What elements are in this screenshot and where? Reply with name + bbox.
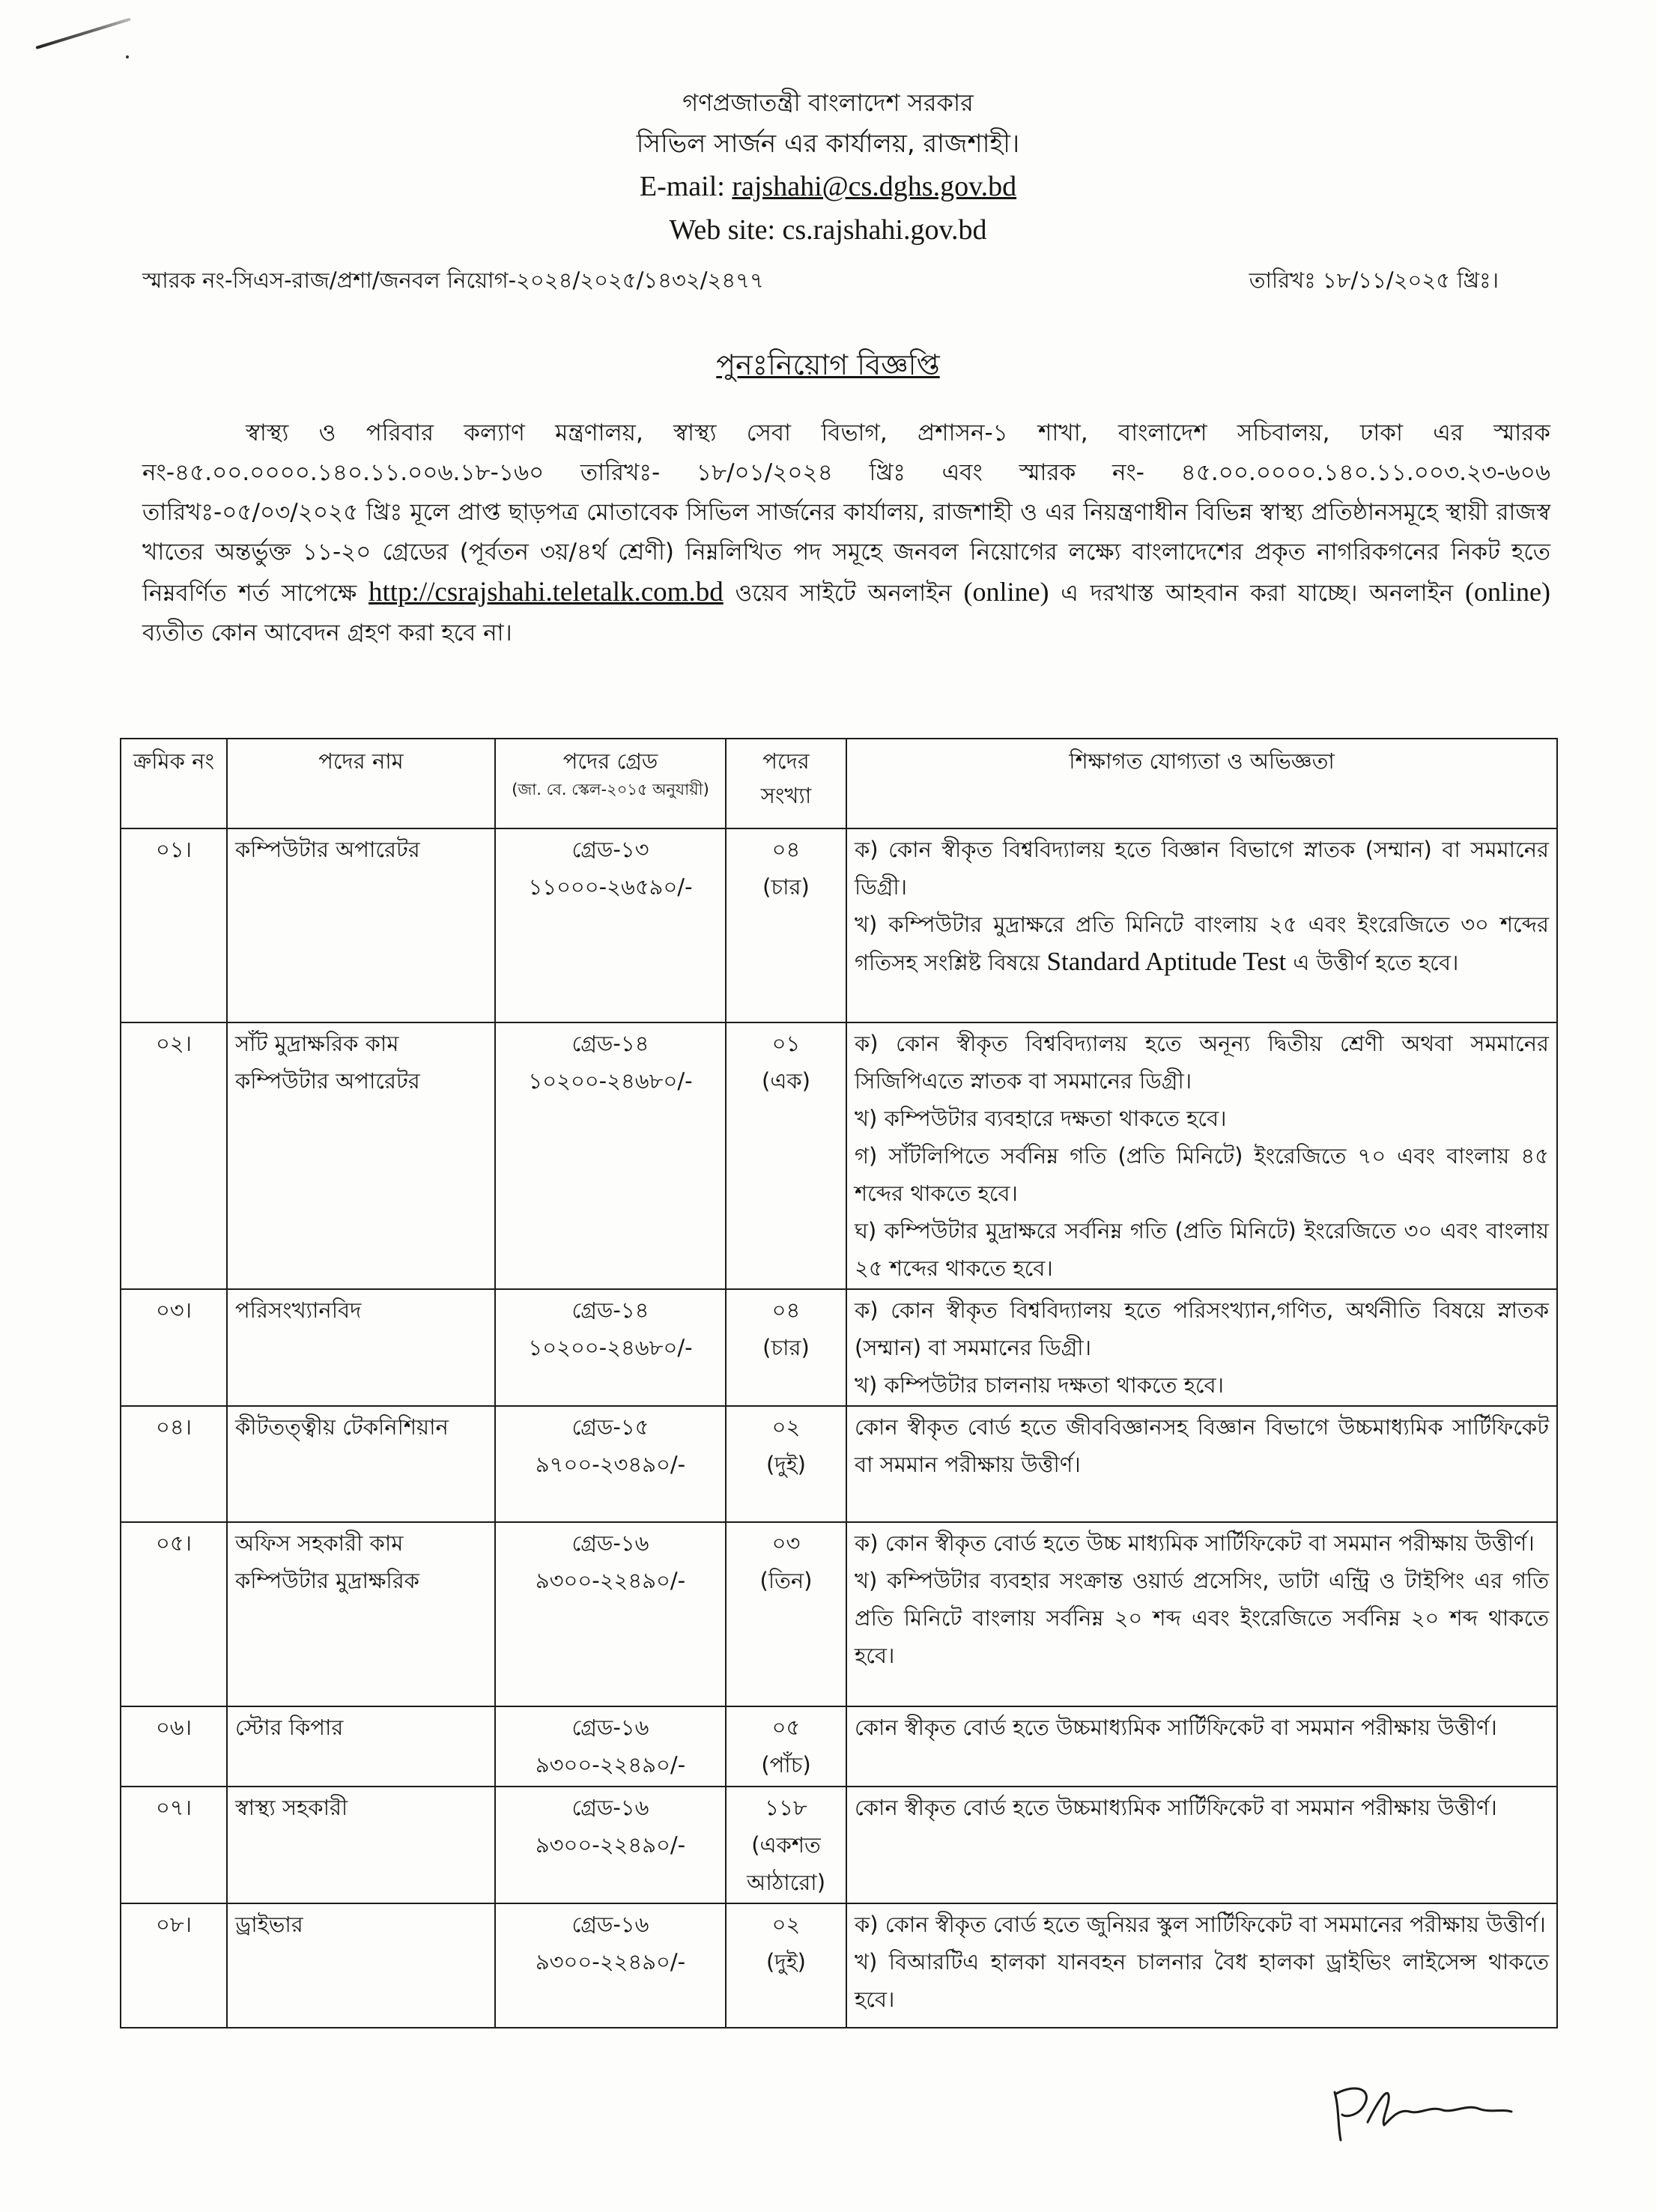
row-post-count [726, 1289, 846, 1406]
row-count-number: ০৪ [771, 1297, 801, 1323]
row-qualification [846, 1406, 1557, 1522]
row-post-name: ড্রাইভার [227, 1903, 495, 2028]
row-grade [495, 1706, 726, 1787]
row-grade-label: গ্রেড-১৬ [571, 1530, 649, 1556]
row-qualification [846, 1903, 1557, 2028]
row-serial: ০১। [121, 828, 227, 1022]
row-count-number: ১১৮ [765, 1795, 807, 1820]
email-line [0, 165, 1656, 208]
row-post-count [726, 1022, 846, 1289]
row-count-number: ০৫ [771, 1715, 801, 1740]
table-row [121, 1022, 1557, 1289]
header-grade [495, 739, 726, 828]
row-post-count [726, 828, 846, 1022]
application-url-link[interactable]: http://csrajshahi.teletalk.com.bd [368, 577, 724, 607]
requirement-item: কোন স্বীকৃত বোর্ড হতে উচ্চমাধ্যমিক সার্টিফিকেট বা সমমান পরীক্ষায় উত্তীর্ণ। [855, 1795, 1497, 1820]
intro-text-3: এ দরখাস্ত আহবান করা যাচ্ছে। অনলাইন [1049, 580, 1466, 607]
row-post-count [726, 1406, 846, 1522]
row-grade-label: গ্রেড-১৪ [571, 1297, 649, 1323]
row-count-words: (দুই) [766, 1949, 806, 1975]
header-post-count: পদের সংখ্যা [726, 739, 846, 828]
header-qualification: শিক্ষাগত যোগ্যতা ও অভিজ্ঞতা [846, 739, 1557, 828]
row-count-words: (এক) [762, 1068, 810, 1094]
header-post-name: পদের নাম [227, 739, 495, 828]
row-grade [495, 1522, 726, 1706]
header-grade-label: পদের গ্রেড [562, 748, 658, 774]
header-grade-note: (জা. বে. স্কেল-২০১৫ অনুযায়ী) [512, 781, 709, 799]
requirement-item: ক) কোন স্বীকৃত বোর্ড হতে উচ্চ মাধ্যমিক সার্টিফিকেট বা সমমান পরীক্ষায় উত্তীর্ণ। [855, 1530, 1535, 1556]
table-row [121, 1406, 1557, 1522]
row-qualification [846, 1522, 1557, 1706]
header-serial: ক্রমিক নং [121, 739, 227, 828]
requirement-item: খ) কম্পিউটার ব্যবহারে দক্ষতা থাকতে হবে। [855, 1106, 1227, 1131]
row-post-count [726, 1522, 846, 1706]
row-grade [495, 1289, 726, 1406]
online-word-1: (online) [963, 577, 1049, 607]
row-pay-scale: ৯৩০০-২২৪৯০/- [535, 1949, 686, 1975]
signature [1326, 2079, 1520, 2146]
row-count-words: (দুই) [766, 1452, 806, 1477]
row-pay-scale: ৯৩০০-২২৪৯০/- [535, 1832, 686, 1858]
row-grade-label: গ্রেড-১৬ [571, 1715, 649, 1740]
row-pay-scale: ৯৩০০-২২৪৯০/- [535, 1568, 686, 1593]
row-pay-scale: ৯৭০০-২৩৪৯০/- [535, 1452, 686, 1477]
row-grade [495, 1406, 726, 1522]
row-count-number: ০৩ [771, 1530, 801, 1556]
row-grade-label: গ্রেড-১৬ [571, 1912, 649, 1937]
row-post-name: অফিস সহকারী কাম কম্পিউটার মুদ্রাক্ষরিক [227, 1522, 495, 1706]
row-count-words: (চার) [762, 1335, 810, 1360]
row-serial: ০৮। [121, 1903, 227, 2028]
row-grade-label: গ্রেড-১৬ [571, 1795, 649, 1820]
requirement-item: খ) কম্পিউটার চালনায় দক্ষতা থাকতে হবে। [855, 1372, 1225, 1398]
row-serial: ০৪। [121, 1406, 227, 1522]
row-count-words: (তিন) [759, 1568, 813, 1593]
intro-paragraph [142, 413, 1550, 653]
row-serial: ০২। [121, 1022, 227, 1289]
pen-dot-mark [126, 55, 129, 58]
row-grade [495, 828, 726, 1022]
email-label: E-mail: [639, 171, 733, 202]
row-post-count [726, 1787, 846, 1903]
table-row [121, 1787, 1557, 1903]
row-qualification [846, 1787, 1557, 1903]
requirement-item: ক) কোন স্বীকৃত বিশ্ববিদ্যালয় হতে পরিসংখ্যান,গণিত, অর্থনীতি বিষয়ে স্নাতক (সম্মান) বা সমমানের ডিগ্রী। [855, 1297, 1549, 1360]
requirement-item: ক) কোন স্বীকৃত বিশ্ববিদ্যালয় হতে অনূন্য দ্বিতীয় শ্রেণী অথবা সমমানের সিজিপিএতে স্নাতক বা সমমানের ডিগ্রী। [855, 1031, 1549, 1094]
table-row [121, 1903, 1557, 2028]
website-line[interactable]: Web site: cs.rajshahi.gov.bd [669, 214, 987, 246]
aptitude-test-term: Standard Aptitude Test [1046, 947, 1287, 976]
row-grade-label: গ্রেড-১৪ [571, 1031, 649, 1056]
intro-text-2: ওয়েব সাইটে অনলাইন [723, 580, 964, 607]
office-name: সিভিল সার্জন এর কার্যালয়, রাজশাহী। [636, 129, 1020, 159]
row-qualification [846, 828, 1557, 1022]
row-grade-label: গ্রেড-১৫ [571, 1414, 649, 1440]
row-serial: ০৭। [121, 1787, 227, 1903]
row-pay-scale: ১০২০০-২৪৬৮০/- [528, 1335, 693, 1360]
row-count-number: ০২ [771, 1912, 801, 1937]
row-qualification [846, 1706, 1557, 1787]
government-name: গণপ্রজাতন্ত্রী বাংলাদেশ সরকার [682, 88, 974, 117]
row-post-name: স্টোর কিপার [227, 1706, 495, 1787]
row-serial: ০৬। [121, 1706, 227, 1787]
notice-title: পুনঃনিয়োগ বিজ্ঞপ্তি [716, 348, 940, 381]
table-row [121, 1289, 1557, 1406]
row-count-number: ০২ [771, 1414, 801, 1440]
intro-text-4: ব্যতীত কোন আবেদন গ্রহণ করা হবে না। [142, 619, 512, 646]
memo-date: তারিখঃ ১৮/১১/২০২৫ খ্রিঃ। [1249, 267, 1499, 293]
row-qualification [846, 1289, 1557, 1406]
row-count-number: ০১ [771, 1031, 801, 1056]
email-link[interactable]: rajshahi@cs.dghs.gov.bd [732, 171, 1017, 202]
row-grade [495, 1022, 726, 1289]
table-row [121, 1706, 1557, 1787]
requirement-item: খ) কম্পিউটার মুদ্রাক্ষরে প্রতি মিনিটে বাংলায় ২৫ এবং ইংরেজিতে ৩০ শব্দের গতিসহ সংশ্লিষ্ট বিষয়ে Standard Aptitude Test এ উত্তীর্ণ হতে হবে। [855, 912, 1549, 976]
row-count-words: (চার) [762, 874, 810, 900]
row-post-count [726, 1903, 846, 2028]
requirement-item: ক) কোন স্বীকৃত বোর্ড হতে জুনিয়র স্কুল সার্টিফিকেট বা সমমানের পরীক্ষায় উত্তীর্ণ। [855, 1912, 1546, 1937]
letterhead [0, 82, 1656, 252]
row-post-name: সাঁট মুদ্রাক্ষরিক কাম কম্পিউটার অপারেটর [227, 1022, 495, 1289]
row-post-name: স্বাস্থ্য সহকারী [227, 1787, 495, 1903]
row-count-words: (পাঁচ) [761, 1752, 811, 1778]
requirement-item: কোন স্বীকৃত বোর্ড হতে জীববিজ্ঞানসহ বিজ্ঞান বিভাগে উচ্চমাধ্যমিক সার্টিফিকেট বা সমমান পরীক্ষায় উত্তীর্ণ। [855, 1414, 1549, 1477]
row-serial: ০৩। [121, 1289, 227, 1406]
row-qualification [846, 1022, 1557, 1289]
row-serial: ০৫। [121, 1522, 227, 1706]
requirement-item: ক) কোন স্বীকৃত বিশ্ববিদ্যালয় হতে বিজ্ঞান বিভাগে স্নাতক (সম্মান) বা সমমানের ডিগ্রী। [855, 837, 1549, 900]
requirement-item: গ) সাঁটলিপিতে সর্বনিম্ন গতি (প্রতি মিনিটে) ইংরেজিতে ৭০ এবং বাংলায় ৪৫ শব্দের থাকতে হবে। [855, 1143, 1549, 1206]
online-word-2: (online) [1465, 577, 1550, 607]
table-row [121, 1522, 1557, 1706]
requirement-item: খ) কম্পিউটার ব্যবহার সংক্রান্ত ওয়ার্ড প্রসেসিং, ডাটা এন্ট্রি ও টাইপিং এর গতি প্রতি মিনিটে বাংলায় সর্বনিম্ন ২০ শব্দ এবং ইংরেজিতে সর্বনিম্ন ২০ শব্দ থাকতে হবে। [855, 1568, 1549, 1668]
pen-stroke-mark [35, 17, 130, 49]
requirement-item: কোন স্বীকৃত বোর্ড হতে উচ্চমাধ্যমিক সার্টিফিকেট বা সমমান পরীক্ষায় উত্তীর্ণ। [855, 1715, 1497, 1740]
row-count-number: ০৪ [771, 837, 801, 862]
requirement-item: ঘ) কম্পিউটার মুদ্রাক্ষরে সর্বনিম্ন গতি (প্রতি মিনিটে) ইংরেজিতে ৩০ এবং বাংলায় ২৫ শব্দের থাকতে হবে। [855, 1218, 1549, 1281]
posts-table [120, 738, 1558, 2028]
requirement-item: খ) বিআরটিএ হালকা যানবহন চালনার বৈধ হালকা ড্রাইভিং লাইসেন্স থাকতে হবে। [855, 1949, 1549, 2012]
intro-text-1: স্বাস্থ্য ও পরিবার কল্যাণ মন্ত্রণালয়, স্বাস্থ্য সেবা বিভাগ, প্রশাসন-১ শাখা, বাংলাদেশ সচিবালয়, ঢাকা এর স্মারক নং-৪৫.০০.০০০০.১৪০.১১.০০৬.১৮-১৬০ তারিখঃ- ১৮/০১/২০২৪ খ্রিঃ এবং স্মারক নং- ৪৫.০০.০০০০.১৪০.১১.০০৩.২৩-৬০৬ তারিখঃ-০৫/০৩/২০২৫ খ্রিঃ মূলে প্রাপ্ত ছাড়পত্র মোতাবেক সিভিল সার্জনের কার্যালয়, রাজশাহী ও এর নিয়ন্ত্রণাধীন বিভিন্ন স্বাস্থ্য প্রতিষ্ঠানসমূহে স্থায়ী রাজস্ব খাতের অন্তর্ভুক্ত ১১-২০ গ্রেডের (পূর্বতন ৩য়/৪র্থ শ্রেণী) নিম্নলিখিত পদ সমূহে জনবল নিয়োগের লক্ষ্যে বাংলাদেশের প্রকৃত নাগরিকগনের নিকট হতে নিম্নবর্ণিত শর্ত সাপেক্ষে [142, 419, 1550, 607]
table-header-row [121, 739, 1557, 828]
row-grade [495, 1903, 726, 2028]
row-grade [495, 1787, 726, 1903]
row-grade-label: গ্রেড-১৩ [571, 837, 649, 862]
row-post-count [726, 1706, 846, 1787]
table-row [121, 828, 1557, 1022]
row-pay-scale: ১১০০০-২৬৫৯০/- [528, 874, 693, 900]
row-post-name: পরিসংখ্যানবিদ [227, 1289, 495, 1406]
row-pay-scale: ১০২০০-২৪৬৮০/- [528, 1068, 693, 1094]
row-pay-scale: ৯৩০০-২২৪৯০/- [535, 1752, 686, 1778]
memo-number: স্মারক নং-সিএস-রাজ/প্রশা/জনবল নিয়োগ-২০২৪/২০২৫/১৪৩২/২৪৭৭ [142, 267, 764, 293]
row-post-name: কীটতত্ত্বীয় টেকনিশিয়ান [227, 1406, 495, 1522]
row-post-name: কম্পিউটার অপারেটর [227, 828, 495, 1022]
row-count-words: (একশত আঠারো) [746, 1832, 826, 1895]
